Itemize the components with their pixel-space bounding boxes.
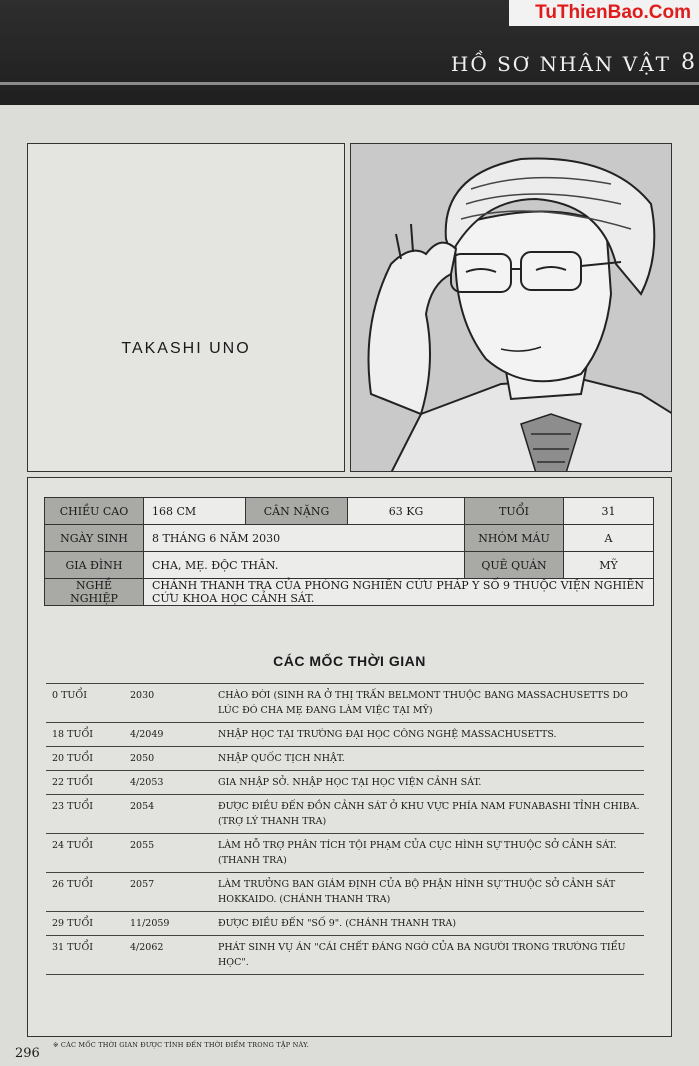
birth-value: 8 THÁNG 6 NĂM 2030 (144, 525, 465, 552)
height-label: CHIỀU CAO (45, 498, 144, 525)
timeline-year: 2054 (124, 795, 212, 834)
family-value: CHA, MẸ. ĐỘC THÂN. (144, 552, 465, 579)
timeline-row (46, 747, 644, 771)
timeline-event: LÀM HỖ TRỢ PHÂN TÍCH TỘI PHẠM CỦA CỤC HÌNH SỰ THUỘC SỞ CẢNH SÁT. (THANH TRA) (212, 834, 644, 873)
timeline-year: 11/2059 (124, 912, 212, 936)
table-row (45, 552, 654, 579)
weight-value: 63 KG (348, 498, 465, 525)
timeline-year: 4/2049 (124, 723, 212, 747)
timeline-age: 26 TUỔI (46, 873, 124, 912)
table-row (45, 525, 654, 552)
page-title: HỒ SƠ NHÂN VẬT (450, 52, 671, 76)
timeline-event: PHÁT SINH VỤ ÁN "CÁI CHẾT ĐÁNG NGỜ CỦA BA NGƯỜI TRONG TRƯỜNG TIỂU HỌC". (212, 936, 644, 975)
timeline-row (46, 795, 644, 834)
timeline-age: 29 TUỔI (46, 912, 124, 936)
timeline-age: 20 TUỔI (46, 747, 124, 771)
job-label: NGHỀ NGHIỆP (45, 579, 144, 606)
blood-value: A (564, 525, 654, 552)
profile-table (44, 497, 654, 606)
page-number: 296 (15, 1046, 40, 1061)
timeline-year: 4/2062 (124, 936, 212, 975)
timeline-row (46, 771, 644, 795)
section-number: 8 (681, 50, 695, 75)
timeline-event: LÀM TRƯỞNG BAN GIÁM ĐỊNH CỦA BỘ PHẬN HÌNH SỰ THUỘC SỞ CẢNH SÁT HOKKAIDO. (CHÁNH THANH TRA) (212, 873, 644, 912)
timeline-year: 4/2053 (124, 771, 212, 795)
timeline-row (46, 834, 644, 873)
timeline-event: ĐƯỢC ĐIỀU ĐẾN ĐỒN CẢNH SÁT Ở KHU VỰC PHÍA NAM FUNABASHI TỈNH CHIBA. (TRỢ LÝ THANH TRA) (212, 795, 644, 834)
height-value: 168 CM (144, 498, 246, 525)
timeline-year: 2030 (124, 684, 212, 723)
timeline-age: 22 TUỔI (46, 771, 124, 795)
timeline-year: 2057 (124, 873, 212, 912)
timeline-row (46, 723, 644, 747)
table-row (45, 498, 654, 525)
birth-label: NGÀY SINH (45, 525, 144, 552)
timeline-row (46, 684, 644, 723)
watermark: TuThienBao.Com (509, 0, 699, 26)
timeline-table (46, 683, 644, 975)
timeline-event: CHÀO ĐỜI (SINH RA Ở THỊ TRẤN BELMONT THUỘC BANG MASSACHUSETTS DO LÚC ĐÓ CHA MẸ ĐANG LÀM VIỆC TẠI MỸ) (212, 684, 644, 723)
job-value: CHÁNH THANH TRA CỦA PHÒNG NGHIÊN CỨU PHÁP Y SỐ 9 THUỘC VIỆN NGHIÊN CỨU KHOA HỌC CẢNH SÁT. (144, 579, 654, 606)
blood-label: NHÓM MÁU (465, 525, 564, 552)
hometown-label: QUÊ QUÁN (465, 552, 564, 579)
age-value: 31 (564, 498, 654, 525)
footnote: ※ CÁC MỐC THỜI GIAN ĐƯỢC TÍNH ĐẾN THỜI ĐIỂM TRONG TẬP NÀY. (53, 1041, 310, 1049)
table-row (45, 579, 654, 606)
weight-label: CÂN NẶNG (246, 498, 348, 525)
timeline-event: ĐƯỢC ĐIỀU ĐẾN "SỐ 9". (CHÁNH THANH TRA) (212, 912, 644, 936)
header-divider (0, 82, 699, 85)
timeline-event: NHẬP QUỐC TỊCH NHẬT. (212, 747, 644, 771)
hometown-value: MỸ (564, 552, 654, 579)
timeline-event: NHẬP HỌC TẠI TRƯỜNG ĐẠI HỌC CÔNG NGHỆ MASSACHUSETTS. (212, 723, 644, 747)
portrait-illustration (351, 144, 672, 472)
timeline-row (46, 873, 644, 912)
character-portrait (350, 143, 672, 472)
timeline-age: 23 TUỔI (46, 795, 124, 834)
name-box (27, 143, 345, 472)
character-name: TAKASHI UNO (121, 340, 251, 357)
timeline-age: 18 TUỔI (46, 723, 124, 747)
timeline-row (46, 912, 644, 936)
timeline-title: CÁC MỐC THỜI GIAN (273, 653, 426, 669)
timeline-row (46, 936, 644, 975)
timeline-event: GIA NHẬP SỞ. NHẬP HỌC TẠI HỌC VIỆN CẢNH SÁT. (212, 771, 644, 795)
family-label: GIA ĐÌNH (45, 552, 144, 579)
timeline-age: 24 TUỔI (46, 834, 124, 873)
timeline-year: 2050 (124, 747, 212, 771)
timeline-age: 31 TUỔI (46, 936, 124, 975)
timeline-year: 2055 (124, 834, 212, 873)
timeline-age: 0 TUỔI (46, 684, 124, 723)
age-label: TUỔI (465, 498, 564, 525)
